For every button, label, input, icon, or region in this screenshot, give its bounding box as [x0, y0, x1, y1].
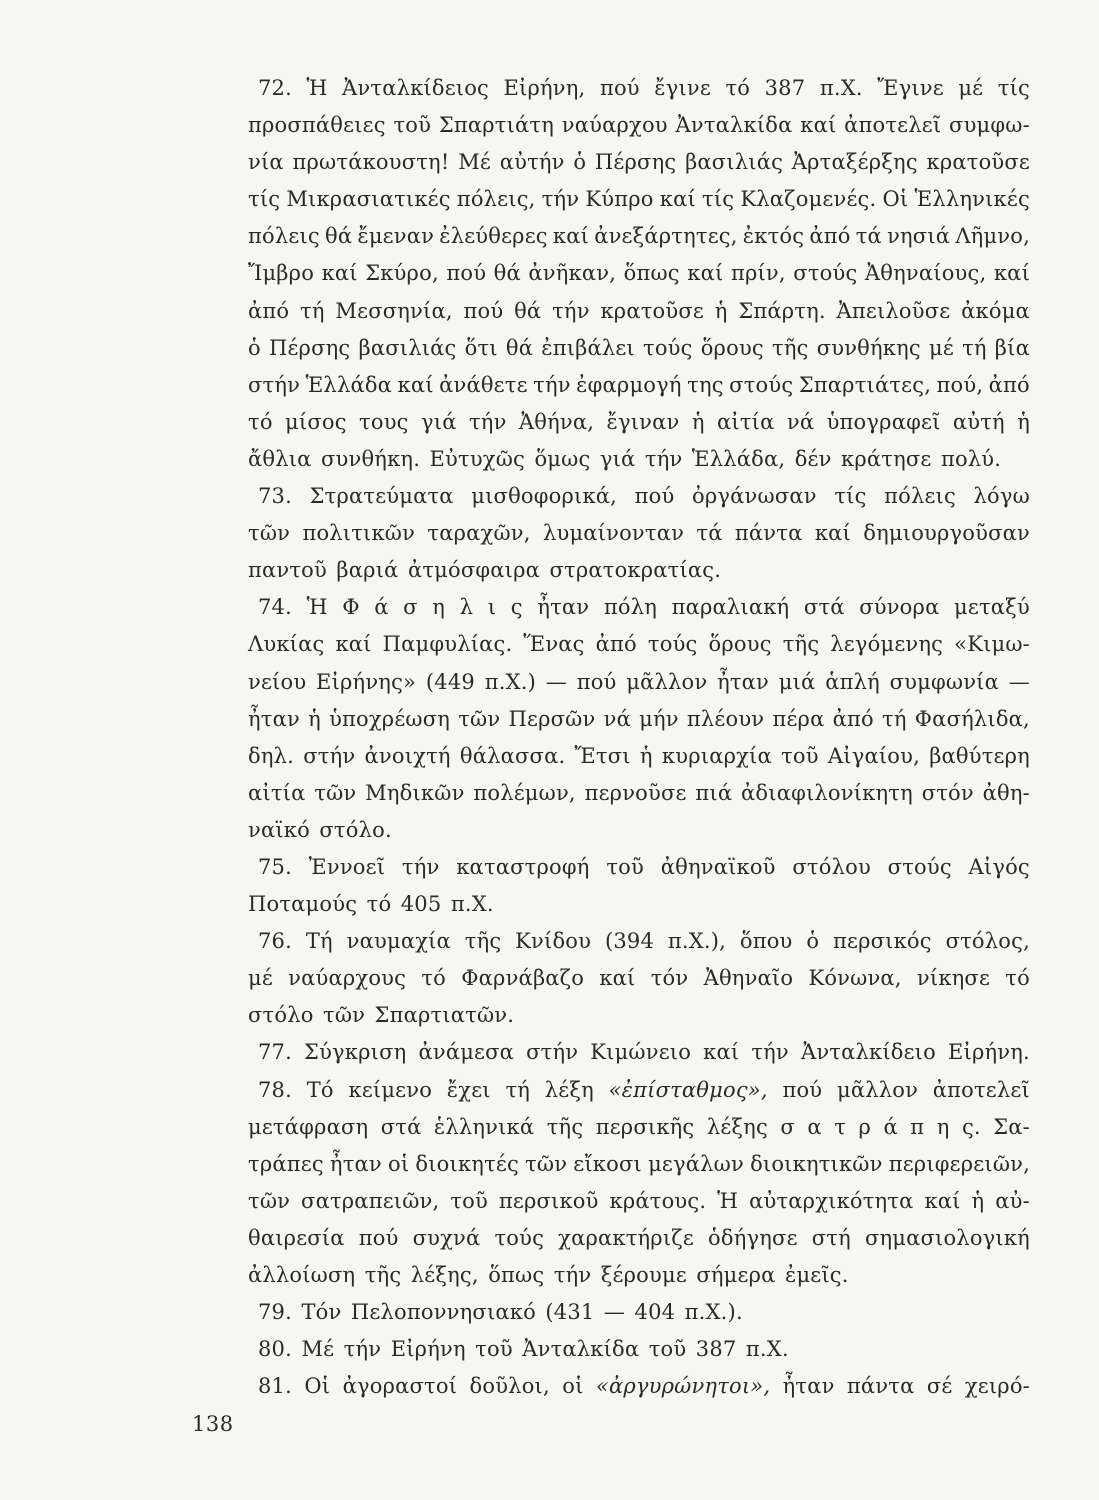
note-72-line: ἀπό τή Μεσσηνία, πού θά τήν κρατοῦσε ἡ Σπάρτη. Ἀπειλοῦσε ἀκόμα: [248, 298, 1030, 323]
note-78-line: 78. Τό κείμενο ἔχει τή λέξη «ἐπίσταθμος», πού μᾶλλον ἀποτελεῖ: [248, 1072, 1030, 1109]
note-72-line: τίς Μικρασιατικές πόλεις, τήν Κύπρο καί τίς Κλαζομενές. Οἱ Ἑλληνικές: [248, 187, 1030, 212]
note-72-line: 72. Ἡ Ἀνταλκίδειος Εἰρήνη, πού ἔγινε τό 387 π.Χ. Ἔγινε μέ τίς: [248, 70, 1030, 107]
note-73-line: τῶν πολιτικῶν ταραχῶν, λυμαίνονταν τά πάντα καί δημιουργοῦσαν: [248, 521, 1030, 546]
note-78-line: θαιρεσία πού συχνά τούς χαρακτήριζε ὁδήγησε στή σημασιολογική: [248, 1225, 1030, 1250]
note-number: 80.: [258, 1337, 292, 1362]
note-78-line: τῶν σατραπειῶν, τοῦ περσικοῦ κράτους. Ἡ αὐταρχικότητα καί ἡ αὐ-: [248, 1188, 1030, 1213]
note-72-line: στήν Ἑλλάδα καί ἀνάθετε τήν ἐφαρμογή της στούς Σπαρτιάτες, πού, ἀπό: [248, 372, 1030, 397]
note-74-line: δηλ. στήν ἀνοιχτή θάλασσα. Ἔτσι ἡ κυριαρχία τοῦ Αἰγαίου, βαθύτερη: [248, 743, 1030, 768]
note-78-line: μετάφραση στά ἑλληνικά τῆς περσικῆς λέξης σ α τ ρ ά π η ς. Σα-: [248, 1114, 1030, 1139]
note-74-line: νείου Εἰρήνης» (449 π.Χ.) — πού μᾶλλον ἦταν μιά ἁπλή συμφωνία —: [248, 669, 1030, 694]
note-78-line: τράπες ἦταν οἱ διοικητές τῶν εἴκοσι μεγάλων διοικητικῶν περιφερειῶν,: [248, 1151, 1030, 1176]
note-72-line: πόλεις θά ἔμεναν ἐλεύθερες καί ἀνεξάρτητες, ἐκτός ἀπό τά νησιά Λῆμνο,: [248, 224, 1030, 249]
note-81-line: 81. Οἱ ἀγοραστοί δοῦλοι, οἱ «ἀργυρώνητοι», ἦταν πάντα σέ χειρό-: [248, 1368, 1030, 1405]
note-76-line: 76. Τή ναυμαχία τῆς Κνίδου (394 π.Χ.), ὅπου ὁ περσικός στόλος,: [248, 923, 1030, 960]
note-75-line: Ποταμούς τό 405 π.Χ.: [248, 892, 494, 917]
note-75-line: 75. Ἐννοεῖ τήν καταστροφή τοῦ ἀθηναϊκοῦ στόλου στούς Αἰγός: [248, 849, 1030, 886]
note-72-line: Ἴμβρο καί Σκύρο, πού θά ἀνῆκαν, ὅπως καί πρίν, στούς Ἀθηναίους, καί: [248, 261, 1030, 286]
note-74-line: αἰτία τῶν Μηδικῶν πολέμων, περνοῦσε πιά ἀδιαφιλονίκητη στόν ἀθη-: [248, 780, 1030, 805]
note-number: 76.: [258, 929, 292, 954]
note-80-line: 80. Μέ τήν Εἰρήνη τοῦ Ἀνταλκίδα τοῦ 387 π.Χ.: [248, 1331, 1030, 1368]
note-72-line: ὁ Πέρσης βασιλιάς ὅτι θά ἐπιβάλει τούς ὅρους τῆς συνθήκης μέ τή βία: [248, 335, 1030, 360]
note-number: 79.: [258, 1300, 292, 1325]
note-76-line: μέ ναύαρχους τό Φαρνάβαζο καί τόν Ἀθηναῖο Κόνωνα, νίκησε τό: [248, 966, 1030, 991]
note-72-line: ἄθλια συνθήκη. Εὐτυχῶς ὅμως γιά τήν Ἑλλάδα, δέν κράτησε πολύ.: [248, 446, 1002, 471]
note-73-line: 73. Στρατεύματα μισθοφορικά, πού ὀργάνωσαν τίς πόλεις λόγω: [248, 478, 1030, 515]
page-number: 138: [192, 1412, 234, 1436]
note-74-line: ναϊκό στόλο.: [248, 817, 392, 842]
note-72-line: τό μίσος τους γιά τήν Ἀθήνα, ἔγιναν ἡ αἰτία νά ὑπογραφεῖ αὐτή ἡ: [248, 409, 1030, 434]
note-79-line: 79. Τόν Πελοποννησιακό (431 — 404 π.Χ.).: [248, 1294, 1030, 1331]
note-number: 73.: [258, 484, 292, 509]
note-number: 75.: [258, 854, 292, 879]
note-74-line: ἦταν ἡ ὑποχρέωση τῶν Περσῶν νά μήν πλέουν πέρα ἀπό τή Φασήλιδα,: [248, 706, 1030, 731]
note-76-line: στόλο τῶν Σπαρτιατῶν.: [248, 1003, 515, 1028]
note-number: 81.: [258, 1374, 292, 1399]
note-78-line: ἀλλοίωση τῆς λέξης, ὅπως τήν ξέρουμε σήμερα ἐμεῖς.: [248, 1263, 849, 1287]
note-number: 77.: [258, 1040, 292, 1065]
note-74-line: Λυκίας καί Παμφυλίας. Ἕνας ἀπό τούς ὅρους τῆς λεγόμενης «Κιμω-: [248, 632, 1030, 657]
note-72-line: νία πρωτάκουστη! Μέ αὐτήν ὁ Πέρσης βασιλιάς Ἀρταξέρξης κρατοῦσε: [248, 150, 1030, 175]
note-number: 72.: [258, 76, 292, 100]
endnotes-block: [248, 70, 1030, 1405]
note-77-line: 77. Σύγκριση ἀνάμεσα στήν Κιμώνειο καί τήν Ἀνταλκίδειο Εἰρήνη.: [248, 1034, 1030, 1071]
note-72-line: προσπάθειες τοῦ Σπαρτιάτη ναύαρχου Ἀνταλκίδα καί ἀποτελεῖ συμφω-: [248, 113, 1030, 138]
note-73-line: παντοῦ βαριά ἀτμόσφαιρα στρατοκρατίας.: [248, 558, 722, 583]
note-number: 78.: [258, 1077, 292, 1102]
note-74-line: 74. Ἡ Φ ά σ η λ ι ς ἦταν πόλη παραλιακή στά σύνορα μεταξύ: [248, 589, 1030, 626]
note-number: 74.: [258, 595, 292, 620]
